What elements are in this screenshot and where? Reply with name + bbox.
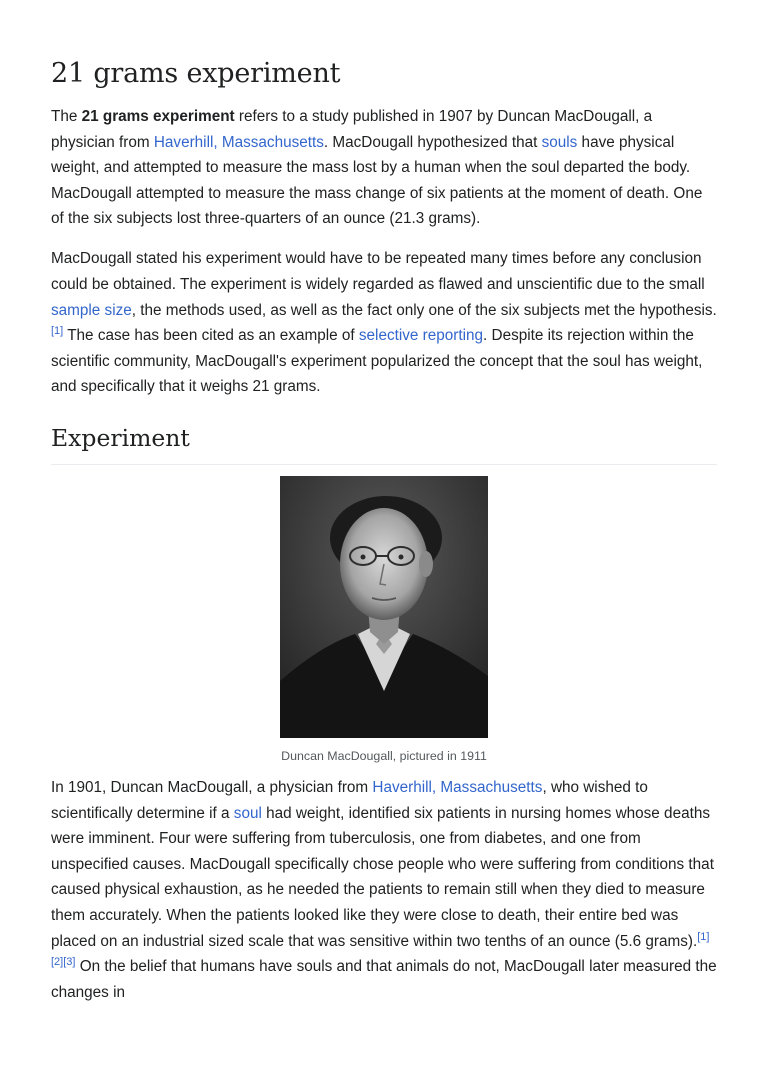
portrait-image <box>280 476 488 738</box>
link-soul[interactable]: soul <box>233 804 262 822</box>
reference-link[interactable]: [1] <box>51 325 64 338</box>
link-haverhill-massachusetts[interactable]: Haverhill, Massachusetts <box>372 779 543 797</box>
text-run: On the belief that humans have souls and that animals do not, MacDougall later measured the changes in <box>51 958 717 1001</box>
bold-term: 21 grams experiment <box>81 108 235 125</box>
portrait-photo[interactable] <box>280 476 488 738</box>
link-souls[interactable]: souls <box>541 133 578 151</box>
reference-link[interactable]: [1] <box>697 930 710 943</box>
summary-paragraph <box>51 246 717 400</box>
text-run: The case has been cited as an example of <box>63 327 359 345</box>
page-title: 21 grams experiment <box>51 58 341 89</box>
text-run: , the methods used, as well as the fact only one of the six subjects met the hypothesis. <box>131 301 717 319</box>
intro-paragraph <box>51 104 717 232</box>
link-haverhill-massachusetts[interactable]: Haverhill, Massachusetts <box>153 133 324 151</box>
text-run: MacDougall stated his experiment would have to be repeated many times before any conclusion could be obtained. The experiment is widely regarded as flawed and unscientific due to the small <box>51 250 705 294</box>
section-heading-experiment: Experiment <box>51 423 717 465</box>
figure <box>51 476 717 765</box>
reference-link[interactable]: [2] <box>51 956 64 969</box>
link-selective-reporting[interactable]: selective reporting <box>358 327 484 345</box>
reference-link[interactable]: [3] <box>63 956 76 969</box>
text-run: . MacDougall hypothesized that <box>323 133 542 151</box>
link-sample-size[interactable]: sample size <box>51 301 132 319</box>
text-run: refers to a study published in 1907 by Duncan MacDougall, a physician from <box>51 108 653 151</box>
text-run: In 1901, Duncan MacDougall, a physician from <box>51 779 373 797</box>
text-run: . Despite its rejection within the scientific community, MacDougall's experiment popularized the concept that the soul has weight, and specifically that it weighs 21 grams. <box>51 327 703 396</box>
text-run: The <box>51 108 82 125</box>
article <box>0 58 768 1005</box>
experiment-paragraph <box>51 775 717 1005</box>
text-run: had weight, identified six patients in nursing homes whose deaths were imminent. Four were suffering from tuberculosis, one from diabetes, and one from unspecified causes. MacDougall specifically chose people who were suffering from conditions that caused physical exhaustion, as he needed the patients to remain still when they died to measure them accurately. When the patients looked like they were close to death, their entire bed was placed on an industrial sized scale that was sensitive within two tenths of an ounce (5.6 grams). <box>51 804 714 950</box>
text-run: have physical weight, and attempted to measure the mass lost by a human when the soul departed the body. MacDougall attempted to measure the mass change of six patients at the moment of death. One of the six subjects lost three-quarters of an ounce (21.3 grams). <box>51 133 703 228</box>
figure-caption: Duncan MacDougall, pictured in 1911 <box>281 749 487 764</box>
text-run: , who wished to scientifically determine if a <box>51 779 648 822</box>
